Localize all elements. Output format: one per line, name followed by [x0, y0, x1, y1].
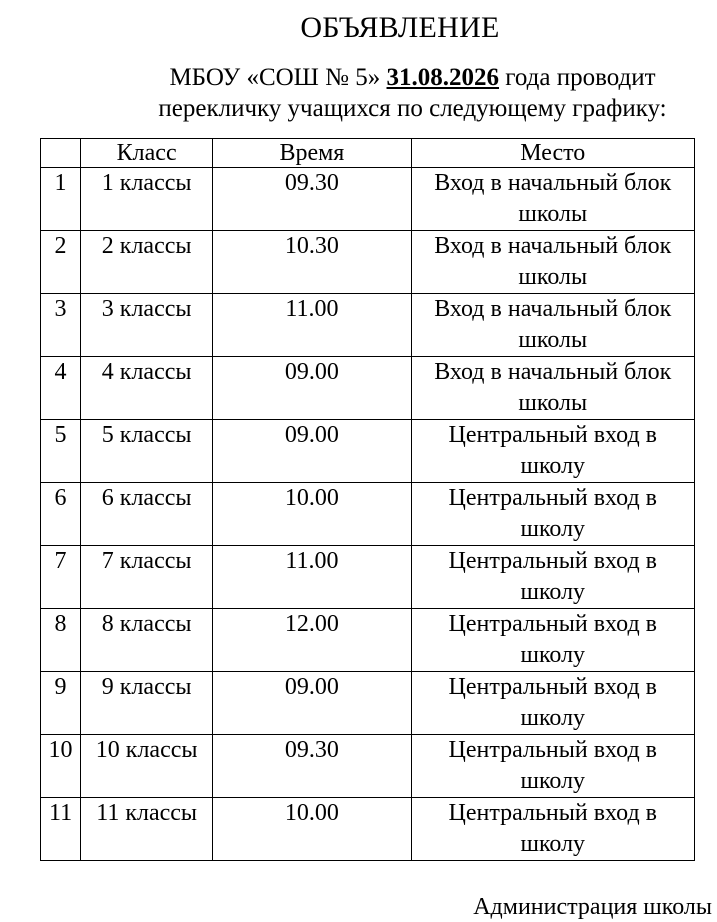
place-line-1: Центральный вход в — [448, 800, 657, 826]
table-row — [41, 168, 695, 231]
place-line-2: школу — [520, 705, 586, 731]
table-header-row — [41, 139, 695, 168]
header-class: Класс — [81, 139, 213, 168]
place-line-1: Центральный вход в — [448, 611, 657, 637]
place-line-2: школы — [518, 327, 588, 353]
table-row — [41, 735, 695, 798]
time-cell: 11.00 — [213, 294, 411, 357]
place-cell — [411, 546, 694, 609]
place-line-1: Центральный вход в — [448, 674, 657, 700]
table-row — [41, 609, 695, 672]
table-row — [41, 357, 695, 420]
table-row — [41, 231, 695, 294]
place-cell — [411, 609, 694, 672]
row-number-cell: 8 — [41, 609, 81, 672]
time-cell: 10.00 — [213, 798, 411, 861]
row-number-cell: 2 — [41, 231, 81, 294]
intro-line-2: перекличку учащихся по следующему графику: — [158, 95, 667, 122]
schedule-body — [41, 168, 695, 861]
place-cell — [411, 420, 694, 483]
class-cell: 5 классы — [81, 420, 213, 483]
school-name: МБОУ «СОШ № 5» — [169, 64, 387, 91]
time-cell: 10.00 — [213, 483, 411, 546]
class-cell: 8 классы — [81, 609, 213, 672]
rollcall-date: 31.08.2026 — [386, 64, 500, 91]
place-cell — [411, 357, 694, 420]
class-cell: 2 классы — [81, 231, 213, 294]
announcement-intro — [80, 62, 717, 124]
time-cell: 09.30 — [213, 168, 411, 231]
place-line-1: Вход в начальный блок — [434, 233, 672, 259]
time-cell: 09.00 — [213, 357, 411, 420]
place-line-2: школу — [520, 579, 586, 605]
class-cell: 6 классы — [81, 483, 213, 546]
intro-line-1 — [80, 62, 717, 93]
place-cell — [411, 231, 694, 294]
row-number-cell: 11 — [41, 798, 81, 861]
place-cell — [411, 294, 694, 357]
place-line-1: Центральный вход в — [448, 422, 657, 448]
time-cell: 11.00 — [213, 546, 411, 609]
table-row — [41, 420, 695, 483]
place-line-1: Центральный вход в — [448, 737, 657, 763]
place-line-1: Центральный вход в — [448, 548, 657, 574]
time-cell: 12.00 — [213, 609, 411, 672]
row-number-cell: 1 — [41, 168, 81, 231]
table-row — [41, 798, 695, 861]
header-place: Место — [411, 139, 694, 168]
place-cell — [411, 672, 694, 735]
place-line-2: школу — [520, 642, 586, 668]
time-cell: 09.00 — [213, 672, 411, 735]
table-row — [41, 672, 695, 735]
announcement-title: ОБЪЯВЛЕНИЕ — [300, 11, 500, 44]
row-number-cell: 10 — [41, 735, 81, 798]
row-number-cell: 5 — [41, 420, 81, 483]
place-line-2: школу — [520, 768, 586, 794]
signature-administration: Администрация школы — [473, 894, 712, 920]
class-cell: 10 классы — [81, 735, 213, 798]
place-line-1: Вход в начальный блок — [434, 296, 672, 322]
place-line-2: школу — [520, 453, 586, 479]
time-cell: 10.30 — [213, 231, 411, 294]
intro-line-1-suffix: года проводит — [499, 64, 656, 91]
place-line-2: школу — [520, 516, 586, 542]
place-line-1: Центральный вход в — [448, 485, 657, 511]
row-number-cell: 3 — [41, 294, 81, 357]
place-cell — [411, 483, 694, 546]
place-line-2: школы — [518, 201, 588, 227]
place-cell — [411, 168, 694, 231]
table-row — [41, 546, 695, 609]
class-cell: 7 классы — [81, 546, 213, 609]
class-cell: 11 классы — [81, 798, 213, 861]
class-cell: 9 классы — [81, 672, 213, 735]
class-cell: 4 классы — [81, 357, 213, 420]
place-cell — [411, 735, 694, 798]
time-cell: 09.30 — [213, 735, 411, 798]
table-row — [41, 294, 695, 357]
row-number-cell: 9 — [41, 672, 81, 735]
table-row — [41, 483, 695, 546]
row-number-cell: 4 — [41, 357, 81, 420]
schedule-table — [40, 138, 695, 861]
place-line-2: школу — [520, 831, 586, 857]
time-cell: 09.00 — [213, 420, 411, 483]
header-number — [41, 139, 81, 168]
class-cell: 1 классы — [81, 168, 213, 231]
place-line-1: Вход в начальный блок — [434, 170, 672, 196]
class-cell: 3 классы — [81, 294, 213, 357]
row-number-cell: 6 — [41, 483, 81, 546]
place-cell — [411, 798, 694, 861]
place-line-2: школы — [518, 264, 588, 290]
header-time: Время — [213, 139, 411, 168]
place-line-1: Вход в начальный блок — [434, 359, 672, 385]
place-line-2: школы — [518, 390, 588, 416]
row-number-cell: 7 — [41, 546, 81, 609]
